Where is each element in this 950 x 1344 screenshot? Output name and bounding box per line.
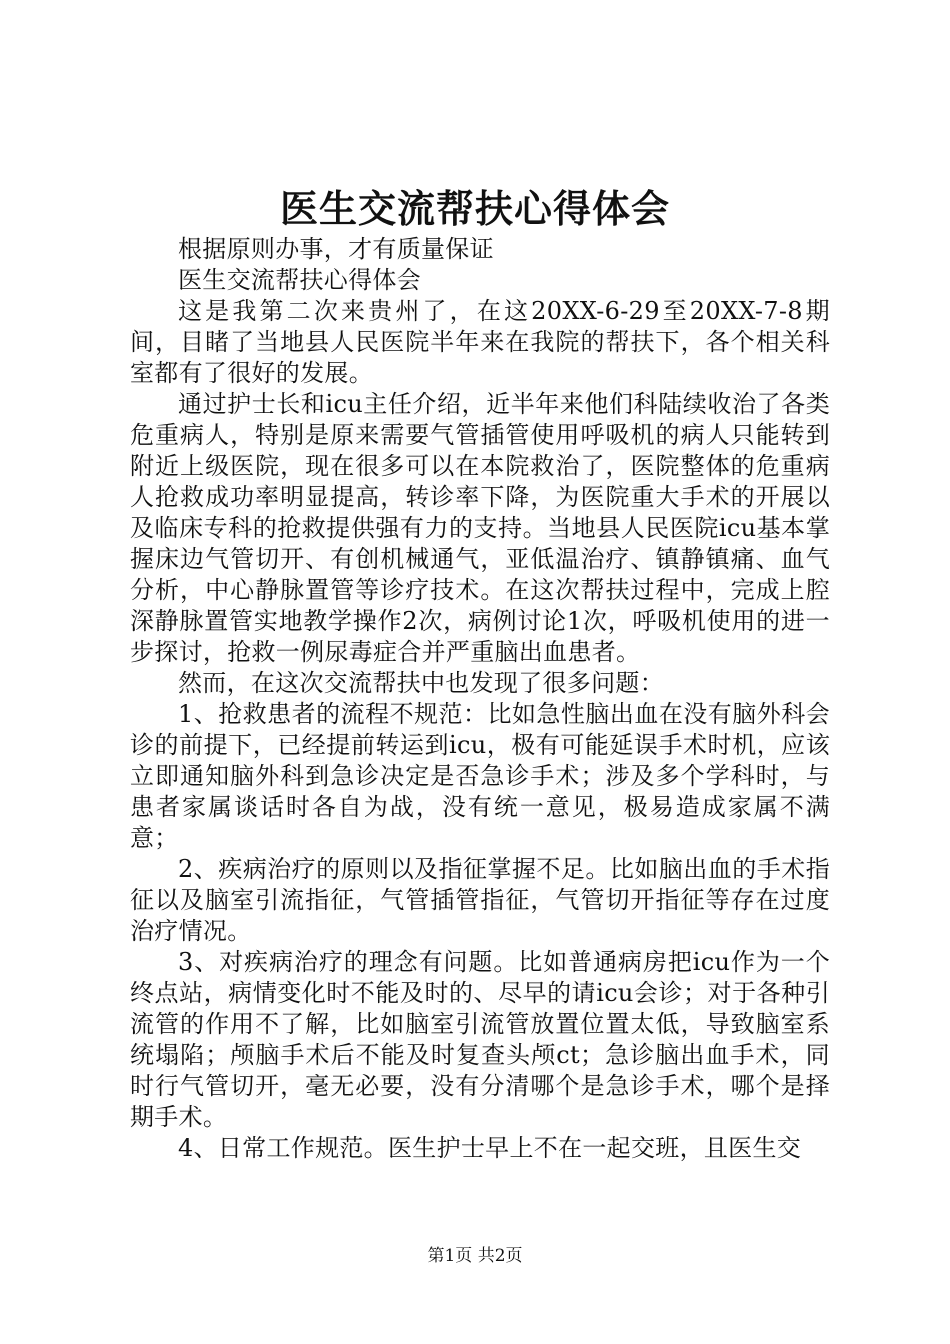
paragraph-problem-3: 3、对疾病治疗的理念有问题。比如普通病房把icu作为一个终点站，病情变化时不能及时的、尽早的请icu会诊；对于各种引流管的作用不了解，比如脑室引流管放置位置太低，导致脑室系统塌陷；颅脑手术后不能及时复查头颅ct；急诊脑出血手术，同时行气管切开，毫无必要，没有分清哪个是急诊手术，哪个是择期手术。 [130,948,830,1131]
document-body [130,234,830,1164]
paragraph-subtitle: 医生交流帮扶心得体会 [178,266,421,294]
paragraph-problems-intro: 然而，在这次交流帮扶中也发现了很多问题： [178,669,664,697]
paragraph-intro: 这是我第二次来贵州了，在这20XX-6-29至20XX-7-8期间，目睹了当地县人民医院半年来在我院的帮扶下，各个相关科室都有了很好的发展。 [130,297,830,387]
paragraph-problem-1: 1、抢救患者的流程不规范：比如急性脑出血在没有脑外科会诊的前提下，已经提前转运到icu，极有可能延误手术时机，应该立即通知脑外科到急诊决定是否急诊手术；涉及多个学科时，与患者家属谈话时各自为战，没有统一意见，极易造成家属不满意； [130,700,830,852]
paragraph-principle: 根据原则办事，才有质量保证 [178,235,494,263]
paragraph-icu-progress: 通过护士长和icu主任介绍，近半年来他们科陆续收治了各类危重病人，特别是原来需要气管插管使用呼吸机的病人只能转到附近上级医院，现在很多可以在本院救治了，医院整体的危重病人抢救成功率明显提高，转诊率下降，为医院重大手术的开展以及临床专科的抢救提供强有力的支持。当地县人民医院icu基本掌握床边气管切开、有创机械通气，亚低温治疗、镇静镇痛、血气分析，中心静脉置管等诊疗技术。在这次帮扶过程中，完成上腔深静脉置管实地教学操作2次，病例讨论1次，呼吸机使用的进一步探讨，抢救一例尿毒症合并严重脑出血患者。 [130,390,830,666]
paragraph-problem-2: 2、疾病治疗的原则以及指征掌握不足。比如脑出血的手术指征以及脑室引流指征，气管插管指征，气管切开指征等存在过度治疗情况。 [130,855,830,945]
paragraph-problem-4: 4、日常工作规范。医生护士早上不在一起交班，且医生交 [178,1134,802,1162]
document-title: 医生交流帮扶心得体会 [279,186,670,231]
page-number-footer: 第1页 共2页 [427,1246,523,1266]
